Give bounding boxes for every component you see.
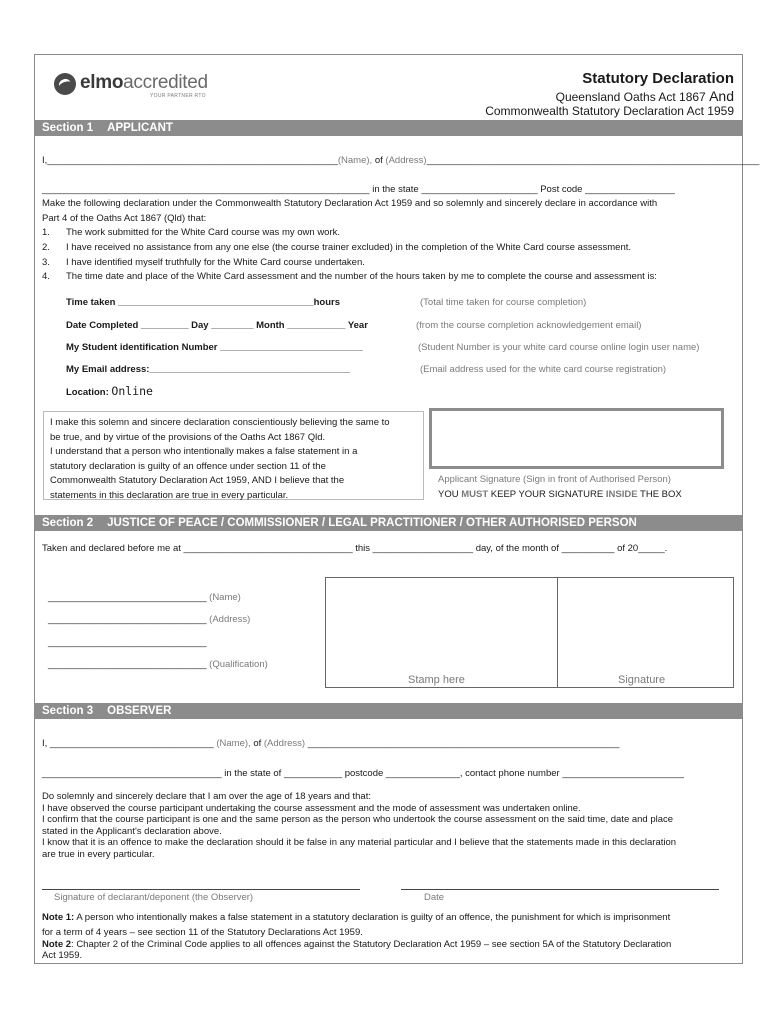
observer-signature-label: Signature of declarant/deponent (the Observer) (54, 892, 254, 903)
signature-hint: Applicant Signature (Sign in front of Authorised Person) (438, 474, 671, 485)
taken-declared-line[interactable]: Taken and declared before me at ________________________________ this ___________________ day, of the month of __________ of 20_____. (42, 543, 668, 554)
observer-date-line[interactable] (401, 889, 719, 890)
elmo-logo-icon (54, 73, 76, 95)
declaration-item: 1. The work submitted for the White Card course was my own work. (42, 227, 341, 238)
note-1-cont: for a term of 4 years – see section 11 of the Statutory Declarations Act 1959. (42, 927, 363, 938)
applicant-state-line[interactable]: ______________________________________________________________ in the state ______________________ Post code _________________ (42, 184, 675, 195)
location-field[interactable]: Location: Online (66, 384, 153, 398)
student-id-field[interactable]: My Student identification Number ___________________________ (66, 342, 363, 353)
logo-text: elmoaccredited (80, 72, 208, 93)
applicant-name-line[interactable]: I,_______________________________________________________(Name), of (Address)_______________________________________________________________ (42, 155, 760, 166)
observer-name-line[interactable]: I, _______________________________ (Name), of (Address) ___________________________________________________________ (42, 738, 620, 749)
declaration-intro-2: Part 4 of the Oaths Act 1867 (Qld) that: (42, 213, 207, 224)
observer-signature-line[interactable] (42, 889, 360, 890)
keep-signature-note: YOU MUST KEEP YOUR SIGNATURE INSIDE THE BOX (438, 489, 682, 500)
section-1-header: Section 1 APPLICANT (34, 120, 743, 136)
section-2-header: Section 2 JUSTICE OF PEACE / COMMISSIONER / LEGAL PRACTITIONER / OTHER AUTHORISED PERSON (34, 515, 743, 531)
observer-date-label: Date (424, 892, 445, 903)
declaration-item: 4. The time date and place of the White Card assessment and the number of the hours taken by me to complete the course and assessment is: (42, 271, 657, 282)
page-title: Statutory Declaration (582, 70, 734, 87)
student-id-hint: (Student Number is your white card course online login user name) (418, 342, 700, 353)
logo-tagline: YOUR PARTNER RTO (150, 93, 206, 99)
note-1: Note 1: A person who intentionally makes a false statement in a statutory declaration is guilty of an offence, the punishment for which is imprisonment (42, 912, 671, 923)
page-subtitle-1: Queensland Oaths Act 1867 And (555, 88, 734, 104)
time-taken-hint: (Total time taken for course completion) (420, 297, 587, 308)
solemn-text: I make this solemn and sincere declaration conscientiously believing the same to be true, and by virtue of the provisions of the Oaths Act 1867 Qld. I understand that a person who intentionally makes a false statement in a statutory declaration is guilty of an offence under section 11 of the Commonwealth Statutory Declaration Act 1959, AND I believe that the statements in this declaration are true in every particular. (50, 417, 390, 501)
declaration-intro-1: Make the following declaration under the Commonwealth Statutory Declaration Act 1959 and so solemnly and sincerely declare in accordance with (42, 198, 658, 209)
stamp-label: Stamp here (408, 674, 465, 686)
stamp-signature-box (325, 577, 734, 688)
note-2-cont: Act 1959. (42, 950, 83, 961)
time-taken-field[interactable]: Time taken _____________________________________hours (66, 297, 340, 308)
email-hint: (Email address used for the white card course registration) (420, 364, 667, 375)
jp-qualification-field[interactable]: ______________________________ (Qualification) (48, 659, 268, 670)
date-completed-field[interactable]: Date Completed _________ Day ________ Month ___________ Year (66, 320, 368, 331)
jp-name-field[interactable]: ______________________________ (Name) (48, 592, 241, 603)
declaration-item: 3. I have identified myself truthfully for the White Card course undertaken. (42, 257, 365, 268)
applicant-signature-box[interactable] (429, 408, 724, 469)
declaration-item: 2. I have received no assistance from any one else (the course trainer excluded) in the completion of the White Card course assessment. (42, 242, 632, 253)
stamp-signature-divider (557, 577, 558, 688)
date-completed-hint: (from the course completion acknowledgement email) (416, 320, 642, 331)
jp-address-line-2[interactable]: ______________________________ (48, 637, 207, 648)
observer-state-line[interactable]: __________________________________ in the state of ___________ postcode ______________, contact phone number _______________________ (42, 768, 684, 779)
page-subtitle-2: Commonwealth Statutory Declaration Act 1959 (485, 104, 734, 118)
observer-declaration: Do solemnly and sincerely declare that I am over the age of 18 years and that: I have observed the course participant undertaking the course assessment and the mode of assessment was undertaken online. I confirm that the course participant is one and the same person as the person who undertook the course assessment on the said time, date and place stated in the Applicant's declaration above. I know that it is an offence to make the declaration should it be false in any material particular and I believe that the statements made in this declaration are true in every particular. (42, 791, 677, 860)
email-field[interactable]: My Email address:______________________________________ (66, 364, 351, 375)
signature-label: Signature (618, 674, 666, 686)
note-2: Note 2: Chapter 2 of the Criminal Code applies to all offences against the Statutory Declaration Act 1959 – see section 5A of the Statutory Declaration (42, 939, 672, 950)
jp-address-field[interactable]: ______________________________ (Address) (48, 614, 251, 625)
section-3-header: Section 3 OBSERVER (34, 703, 743, 719)
